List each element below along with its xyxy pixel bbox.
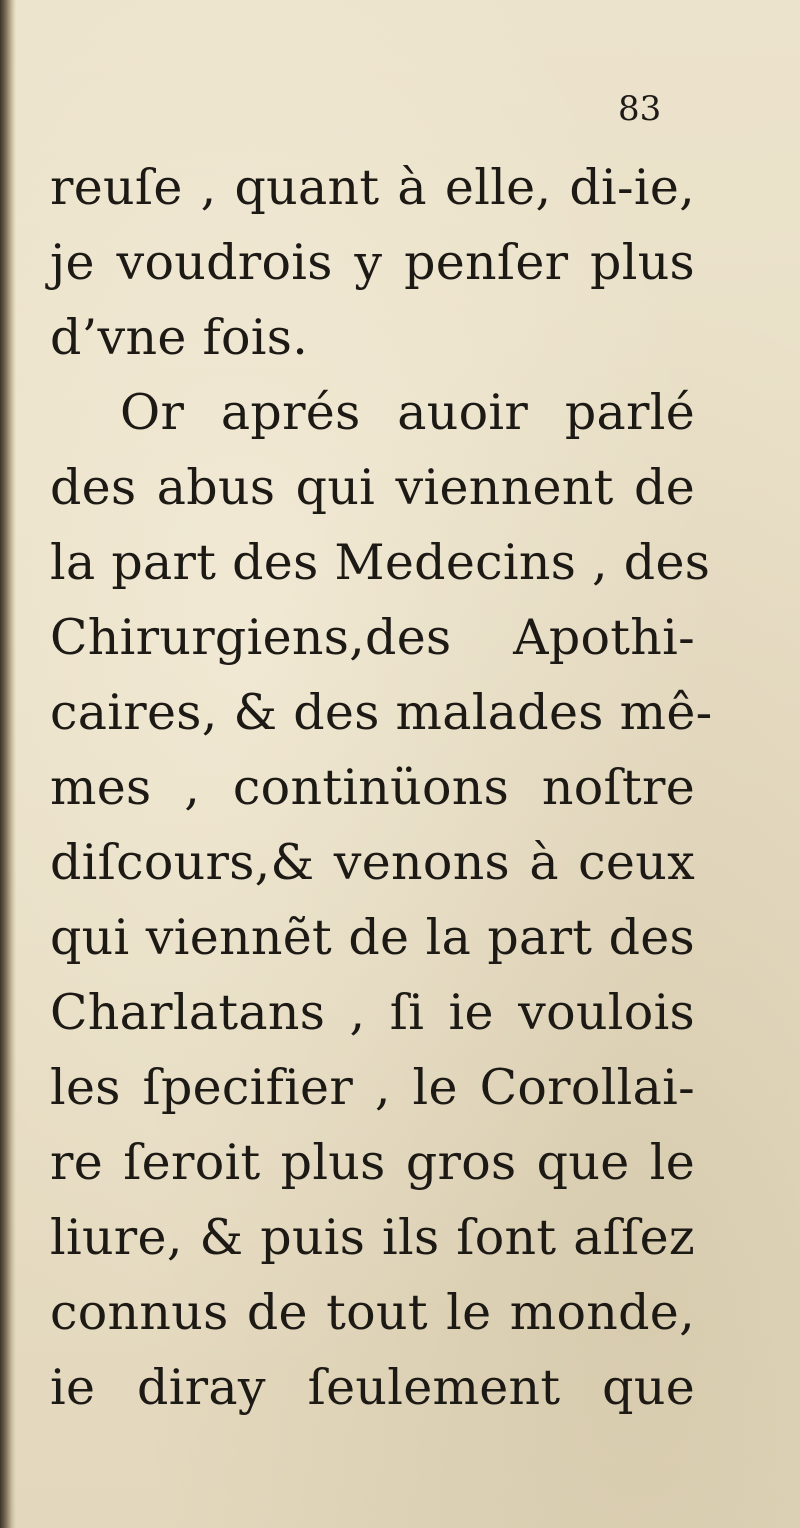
text-line: re ſeroit plus gros que le [50,1134,695,1191]
text-line: d’vne fois. [50,309,309,366]
text-line: Or aprés auoir parlé [120,384,695,441]
text-line: qui viennẽt de la part des [50,909,695,966]
text-line: connus de tout le monde, [50,1284,695,1341]
text-line: des abus qui viennent de [50,459,695,516]
text-line: reuſe , quant à elle, di-ie, [50,159,695,216]
text-line: diſcours,& venons à ceux [50,834,695,891]
binding-gutter [0,0,16,1528]
text-line: caires, & des malades mê- [50,684,713,741]
text-line: Charlatans , ſi ie voulois [50,984,695,1041]
body-text [50,150,713,1425]
text-line: la part des Medecins , des [50,534,711,591]
text-line: je voudrois y penſer plus [50,234,695,291]
text-line: mes , continüons noſtre [50,759,695,816]
text-line: les ſpecifier , le Corollai- [50,1059,695,1116]
text-line: Chirurgiens,des Apothi- [50,609,695,666]
page-number: 83 [618,89,662,129]
text-line: liure, & puis ils ſont aſſez [50,1209,695,1266]
text-line: ie diray ſeulement que [50,1359,695,1416]
